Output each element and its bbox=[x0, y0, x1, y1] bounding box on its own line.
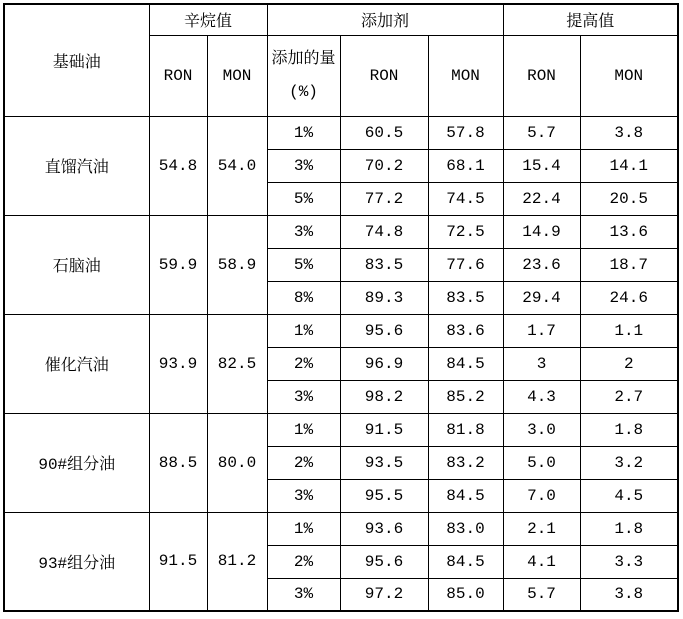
table-row bbox=[4, 215, 678, 248]
cell-additive-amount: 3% bbox=[267, 578, 340, 611]
cell-additive-amount: 2% bbox=[267, 545, 340, 578]
cell-additive-amount: 1% bbox=[267, 512, 340, 545]
cell-base-ron: 59.9 bbox=[149, 215, 207, 314]
header-octane-value: 辛烷值 bbox=[149, 4, 267, 35]
cell-additive-mon: 84.5 bbox=[428, 347, 503, 380]
cell-improvement-ron: 29.4 bbox=[503, 281, 580, 314]
table-row bbox=[4, 512, 678, 545]
cell-additive-mon: 74.5 bbox=[428, 182, 503, 215]
cell-additive-mon: 57.8 bbox=[428, 116, 503, 149]
cell-improvement-mon: 18.7 bbox=[580, 248, 678, 281]
cell-improvement-mon: 1.8 bbox=[580, 413, 678, 446]
cell-base-oil-name: 93#组分油 bbox=[4, 512, 149, 611]
cell-additive-mon: 72.5 bbox=[428, 215, 503, 248]
cell-additive-mon: 84.5 bbox=[428, 545, 503, 578]
table-row bbox=[4, 116, 678, 149]
cell-additive-ron: 95.6 bbox=[340, 545, 428, 578]
cell-improvement-mon: 3.8 bbox=[580, 578, 678, 611]
cell-improvement-mon: 24.6 bbox=[580, 281, 678, 314]
cell-additive-mon: 83.5 bbox=[428, 281, 503, 314]
cell-improvement-ron: 22.4 bbox=[503, 182, 580, 215]
cell-base-oil-name: 直馏汽油 bbox=[4, 116, 149, 215]
cell-additive-mon: 83.0 bbox=[428, 512, 503, 545]
cell-improvement-ron: 3.0 bbox=[503, 413, 580, 446]
cell-additive-ron: 77.2 bbox=[340, 182, 428, 215]
cell-additive-mon: 85.0 bbox=[428, 578, 503, 611]
header-row-groups bbox=[4, 4, 678, 35]
cell-additive-ron: 74.8 bbox=[340, 215, 428, 248]
cell-improvement-mon: 2 bbox=[580, 347, 678, 380]
table-body bbox=[4, 116, 678, 611]
cell-additive-ron: 91.5 bbox=[340, 413, 428, 446]
cell-additive-mon: 84.5 bbox=[428, 479, 503, 512]
cell-additive-amount: 1% bbox=[267, 116, 340, 149]
cell-additive-ron: 93.5 bbox=[340, 446, 428, 479]
cell-improvement-ron: 4.3 bbox=[503, 380, 580, 413]
cell-base-ron: 91.5 bbox=[149, 512, 207, 611]
cell-improvement-mon: 1.1 bbox=[580, 314, 678, 347]
header-additive-amount-line2: (%) bbox=[289, 82, 318, 101]
cell-additive-amount: 5% bbox=[267, 182, 340, 215]
cell-base-oil-name: 90#组分油 bbox=[4, 413, 149, 512]
cell-improvement-ron: 3 bbox=[503, 347, 580, 380]
cell-improvement-ron: 5.7 bbox=[503, 116, 580, 149]
cell-additive-mon: 83.2 bbox=[428, 446, 503, 479]
cell-base-ron: 54.8 bbox=[149, 116, 207, 215]
table-row bbox=[4, 314, 678, 347]
cell-additive-ron: 60.5 bbox=[340, 116, 428, 149]
header-improvement: 提高值 bbox=[503, 4, 678, 35]
cell-improvement-ron: 2.1 bbox=[503, 512, 580, 545]
header-additive-amount-line1: 添加的量 bbox=[271, 49, 336, 68]
cell-additive-ron: 97.2 bbox=[340, 578, 428, 611]
cell-improvement-ron: 1.7 bbox=[503, 314, 580, 347]
cell-additive-mon: 77.6 bbox=[428, 248, 503, 281]
cell-additive-amount: 3% bbox=[267, 380, 340, 413]
cell-improvement-mon: 2.7 bbox=[580, 380, 678, 413]
table-row bbox=[4, 413, 678, 446]
octane-value-table bbox=[3, 3, 679, 612]
cell-additive-ron: 96.9 bbox=[340, 347, 428, 380]
cell-additive-amount: 3% bbox=[267, 149, 340, 182]
cell-additive-ron: 83.5 bbox=[340, 248, 428, 281]
cell-additive-mon: 81.8 bbox=[428, 413, 503, 446]
cell-base-ron: 93.9 bbox=[149, 314, 207, 413]
cell-additive-amount: 1% bbox=[267, 314, 340, 347]
cell-improvement-mon: 13.6 bbox=[580, 215, 678, 248]
header-additive-ron: RON bbox=[340, 35, 428, 116]
header-improvement-ron: RON bbox=[503, 35, 580, 116]
cell-improvement-mon: 3.2 bbox=[580, 446, 678, 479]
cell-improvement-ron: 7.0 bbox=[503, 479, 580, 512]
cell-improvement-ron: 15.4 bbox=[503, 149, 580, 182]
cell-additive-ron: 70.2 bbox=[340, 149, 428, 182]
cell-improvement-mon: 4.5 bbox=[580, 479, 678, 512]
cell-base-mon: 58.9 bbox=[207, 215, 267, 314]
header-octane-ron: RON bbox=[149, 35, 207, 116]
cell-additive-mon: 83.6 bbox=[428, 314, 503, 347]
cell-additive-ron: 95.6 bbox=[340, 314, 428, 347]
cell-improvement-ron: 14.9 bbox=[503, 215, 580, 248]
cell-base-mon: 54.0 bbox=[207, 116, 267, 215]
cell-improvement-mon: 20.5 bbox=[580, 182, 678, 215]
header-additive-mon: MON bbox=[428, 35, 503, 116]
cell-base-mon: 81.2 bbox=[207, 512, 267, 611]
header-base-oil: 基础油 bbox=[4, 4, 149, 116]
cell-additive-amount: 8% bbox=[267, 281, 340, 314]
cell-additive-amount: 1% bbox=[267, 413, 340, 446]
cell-base-mon: 80.0 bbox=[207, 413, 267, 512]
table-header bbox=[4, 4, 678, 116]
cell-base-oil-name: 催化汽油 bbox=[4, 314, 149, 413]
cell-improvement-mon: 3.8 bbox=[580, 116, 678, 149]
header-additive: 添加剂 bbox=[267, 4, 503, 35]
cell-improvement-mon: 14.1 bbox=[580, 149, 678, 182]
cell-additive-mon: 68.1 bbox=[428, 149, 503, 182]
cell-base-oil-name: 石脑油 bbox=[4, 215, 149, 314]
cell-improvement-mon: 3.3 bbox=[580, 545, 678, 578]
cell-additive-ron: 95.5 bbox=[340, 479, 428, 512]
cell-improvement-ron: 23.6 bbox=[503, 248, 580, 281]
cell-additive-amount: 3% bbox=[267, 215, 340, 248]
header-octane-mon: MON bbox=[207, 35, 267, 116]
cell-improvement-ron: 4.1 bbox=[503, 545, 580, 578]
cell-additive-amount: 5% bbox=[267, 248, 340, 281]
header-additive-amount bbox=[267, 35, 340, 116]
cell-additive-amount: 2% bbox=[267, 446, 340, 479]
cell-additive-ron: 93.6 bbox=[340, 512, 428, 545]
cell-improvement-mon: 1.8 bbox=[580, 512, 678, 545]
cell-improvement-ron: 5.0 bbox=[503, 446, 580, 479]
cell-additive-amount: 2% bbox=[267, 347, 340, 380]
cell-additive-ron: 89.3 bbox=[340, 281, 428, 314]
cell-additive-ron: 98.2 bbox=[340, 380, 428, 413]
cell-additive-amount: 3% bbox=[267, 479, 340, 512]
cell-base-mon: 82.5 bbox=[207, 314, 267, 413]
cell-additive-mon: 85.2 bbox=[428, 380, 503, 413]
cell-base-ron: 88.5 bbox=[149, 413, 207, 512]
header-improvement-mon: MON bbox=[580, 35, 678, 116]
cell-improvement-ron: 5.7 bbox=[503, 578, 580, 611]
